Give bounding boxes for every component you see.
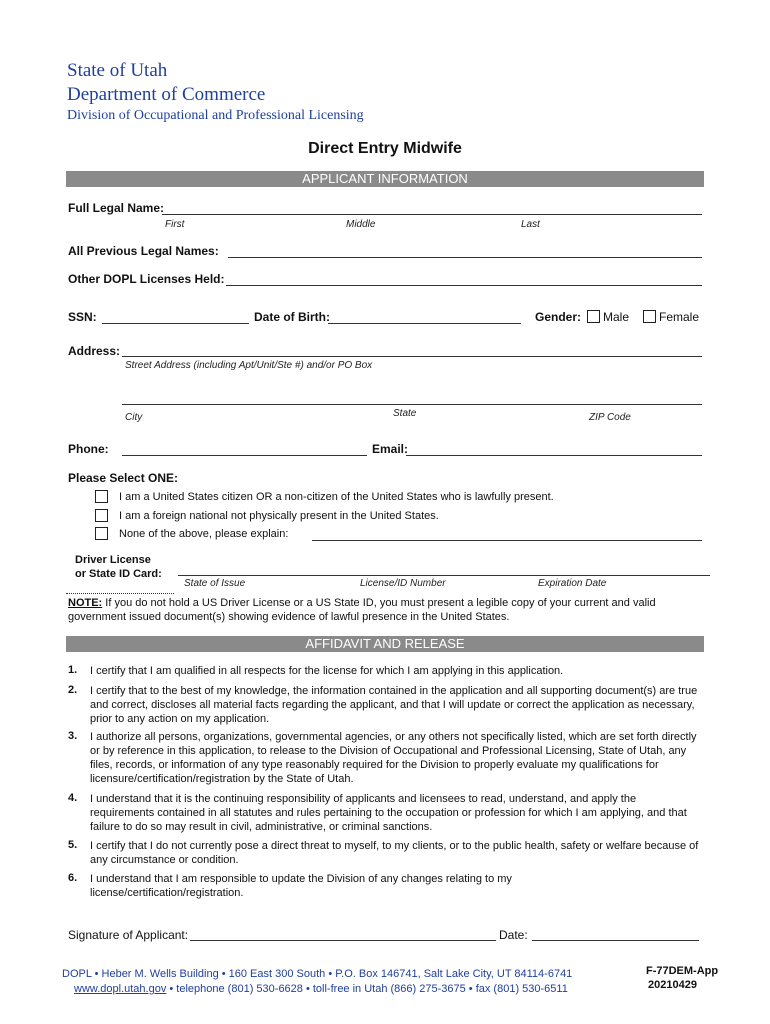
item-number: 4. bbox=[68, 792, 78, 804]
none-above-option-label: None of the above, please explain: bbox=[119, 528, 289, 540]
city-state-zip-field[interactable] bbox=[122, 404, 702, 405]
footer-contact-line bbox=[74, 983, 568, 995]
explain-field[interactable] bbox=[312, 540, 702, 541]
item-number: 1. bbox=[68, 664, 78, 676]
signature-label: Signature of Applicant: bbox=[68, 928, 189, 942]
gender-label: Gender: bbox=[535, 310, 582, 324]
date-label: Date: bbox=[499, 928, 528, 942]
female-checkbox[interactable] bbox=[643, 310, 656, 323]
foreign-national-option-label: I am a foreign national not physically present in the United States. bbox=[119, 510, 439, 522]
female-option-label: Female bbox=[659, 310, 700, 324]
full-name-field[interactable] bbox=[162, 214, 702, 215]
page-title: Direct Entry Midwife bbox=[308, 140, 462, 157]
footer-contact: • telephone (801) 530-6628 • toll-free in Utah (866) 275-3675 • fax (801) 530-6511 bbox=[166, 983, 568, 995]
affidavit-item: I understand that it is the continuing responsibility of applicants and licensees to read, understand, and apply the requirements contained in all statutes and rules pertaining to the occupation or profession for which I am applying, and that failure to do so may result in civil, administrative, or criminal sanctions. bbox=[90, 793, 687, 833]
city-hint: City bbox=[125, 412, 143, 423]
ssn-label: SSN: bbox=[68, 310, 97, 324]
male-option-label: Male bbox=[603, 310, 630, 324]
none-above-checkbox[interactable] bbox=[95, 527, 108, 540]
male-checkbox[interactable] bbox=[587, 310, 600, 323]
state-of-issue-hint: State of Issue bbox=[184, 578, 246, 589]
note-label: NOTE: bbox=[68, 597, 103, 609]
item-number: 5. bbox=[68, 839, 78, 851]
phone-field[interactable] bbox=[122, 455, 367, 456]
date-field[interactable] bbox=[532, 940, 699, 941]
license-number-hint: License/ID Number bbox=[360, 578, 446, 589]
dob-field[interactable] bbox=[328, 323, 521, 324]
item-number: 2. bbox=[68, 684, 78, 696]
division-heading: Division of Occupational and Professional Licensing bbox=[67, 108, 364, 123]
previous-names-label: All Previous Legal Names: bbox=[68, 244, 219, 258]
signature-field[interactable] bbox=[190, 940, 496, 941]
affidavit-item: I certify that I am qualified in all respects for the license for which I am applying in this application. bbox=[90, 665, 564, 677]
address-label: Address: bbox=[68, 344, 121, 358]
lawful-presence-note bbox=[68, 596, 708, 624]
applicant-section-header: APPLICANT INFORMATION bbox=[66, 171, 704, 187]
street-address-field[interactable] bbox=[122, 356, 702, 357]
form-id: F-77DEM-App bbox=[646, 965, 719, 977]
other-licenses-field[interactable] bbox=[226, 285, 702, 286]
last-name-hint: Last bbox=[521, 219, 540, 230]
other-licenses-label: Other DOPL Licenses Held: bbox=[68, 272, 225, 286]
affidavit-item: I authorize all persons, organizations, governmental agencies, or any others not specifically listed, which are set forth directly or by reference in this application, to release to the Division of Occupational and Professional Licensing, State of Utah, any files, records, or information of any type reasonably required for the Division to properly evaluate my qualifications for licensure/certification/registration by the State of Utah. bbox=[90, 731, 697, 785]
previous-names-field[interactable] bbox=[228, 257, 702, 258]
state-id-label: or State ID Card: bbox=[75, 568, 162, 580]
citizen-checkbox[interactable] bbox=[95, 490, 108, 503]
form-date: 20210429 bbox=[648, 979, 697, 991]
ssn-field[interactable] bbox=[102, 323, 249, 324]
note-text: If you do not hold a US Driver License or a US State ID, you must present a legible copy of your current and valid government issued document(s) showing evidence of lawful presence in the United States. bbox=[68, 597, 656, 623]
separator-line bbox=[66, 593, 174, 594]
first-name-hint: First bbox=[165, 219, 185, 230]
affidavit-item: I certify that to the best of my knowledge, the information contained in the application and all supporting document(s) are true and correct, discloses all material facts regarding the applicant, and that I will update or correct the application as necessary, prior to any action on my application. bbox=[90, 685, 698, 725]
street-address-hint: Street Address (including Apt/Unit/Ste #) and/or PO Box bbox=[125, 360, 373, 371]
phone-label: Phone: bbox=[68, 442, 109, 456]
website-link[interactable]: www.dopl.utah.gov bbox=[74, 983, 167, 995]
select-one-label: Please Select ONE: bbox=[68, 471, 179, 485]
zip-hint: ZIP Code bbox=[589, 412, 631, 423]
state-heading: State of Utah bbox=[67, 60, 168, 81]
item-number: 6. bbox=[68, 872, 78, 884]
department-heading: Department of Commerce bbox=[67, 84, 266, 105]
footer-address: DOPL • Heber M. Wells Building • 160 East 300 South • P.O. Box 146741, Salt Lake City, UT 84114-6741 bbox=[62, 968, 573, 980]
affidavit-item: I understand that I am responsible to update the Division of any changes relating to my license/certification/registration. bbox=[90, 873, 512, 899]
affidavit-item: I certify that I do not currently pose a direct threat to myself, to my clients, or to the public health, safety or welfare because of any circumstance or condition. bbox=[90, 840, 699, 866]
email-label: Email: bbox=[372, 442, 409, 456]
email-field[interactable] bbox=[406, 455, 702, 456]
dob-label: Date of Birth: bbox=[254, 310, 330, 324]
full-name-label: Full Legal Name: bbox=[68, 201, 165, 215]
driver-license-field[interactable] bbox=[178, 575, 710, 576]
citizen-option-label: I am a United States citizen OR a non-citizen of the United States who is lawfully present. bbox=[119, 491, 554, 503]
driver-license-label: Driver License bbox=[75, 554, 151, 566]
middle-name-hint: Middle bbox=[346, 219, 376, 230]
affidavit-section-header: AFFIDAVIT AND RELEASE bbox=[66, 636, 704, 652]
expiration-hint: Expiration Date bbox=[538, 578, 607, 589]
state-hint: State bbox=[393, 408, 417, 419]
item-number: 3. bbox=[68, 730, 78, 742]
foreign-national-checkbox[interactable] bbox=[95, 509, 108, 522]
